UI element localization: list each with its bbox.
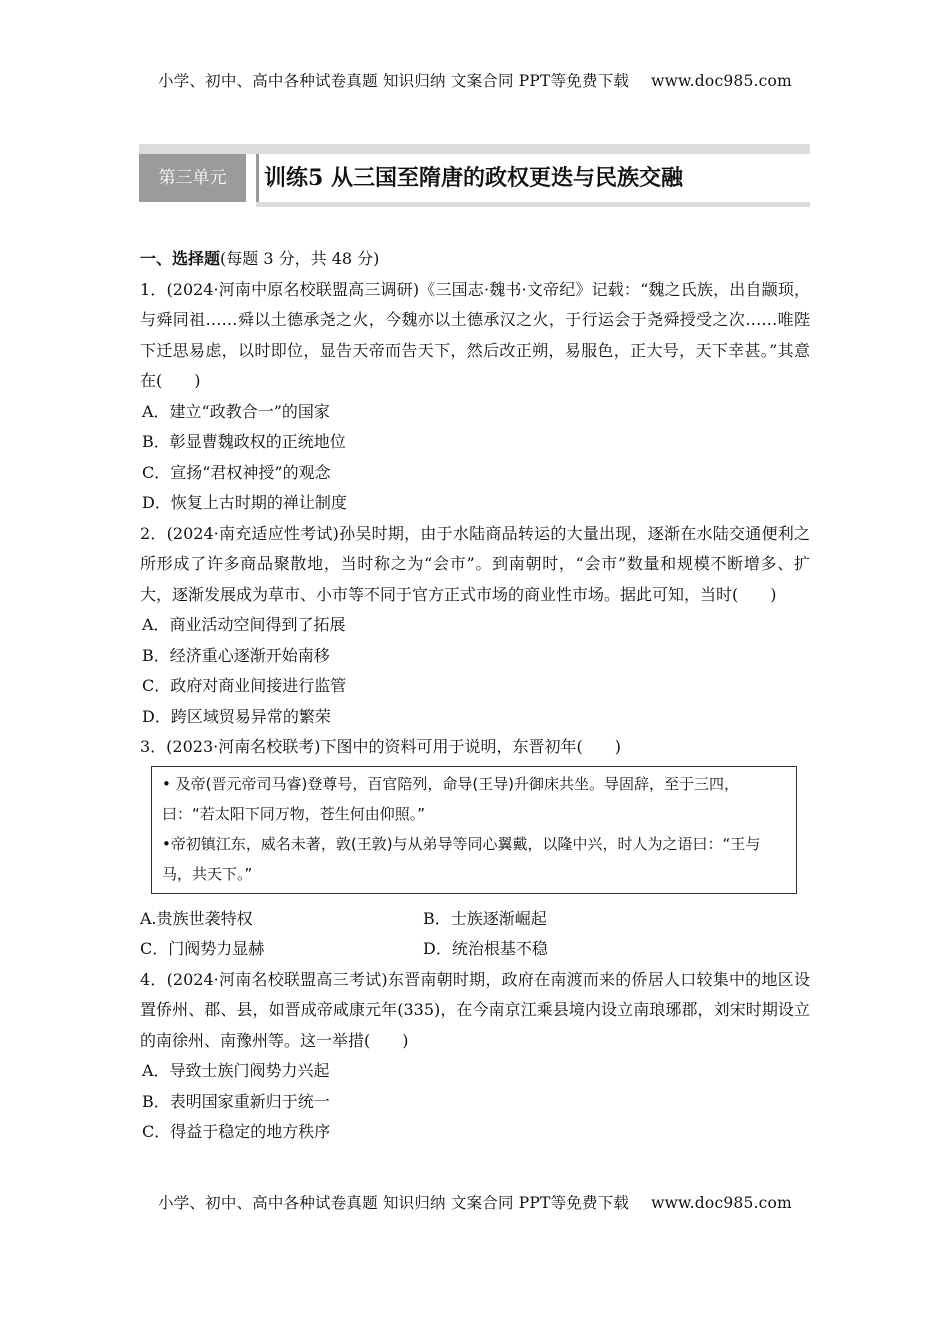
banner-bottom-bar: [256, 202, 810, 207]
options-row-1: [140, 904, 810, 935]
option-c[interactable]: C．得益于稳定的地方秩序: [142, 1122, 331, 1141]
question-content: [140, 244, 810, 1148]
question-4-stem: 4．(2024·河南名校联盟高三考试)东晋南朝时期，政府在南渡而来的侨居人口较集中的地区设置侨州、郡、县，如晋成帝咸康元年(335)，在今南京江乘县境内设立南琅琊郡，刘宋时期设立的南徐州、南豫州等。这一举措( ): [140, 969, 810, 1050]
quote-line-2: •帝初镇江东，威名未著，敦(王敦)与从弟导等同心翼戴，以隆中兴，时人为之语曰：“王与马，共天下。”: [162, 834, 761, 883]
option-c[interactable]: C．宣扬“君权神授”的观念: [142, 462, 331, 482]
option-c[interactable]: C．政府对商业间接进行监管: [142, 676, 347, 695]
header-site-link[interactable]: www.doc985.com: [651, 72, 792, 90]
option-d[interactable]: D．统治根基不稳: [423, 939, 548, 958]
option-b[interactable]: B．士族逐渐崛起: [423, 908, 547, 928]
unit-label: 第三单元: [139, 154, 246, 202]
option-a[interactable]: A．商业活动空间得到了拓展: [142, 615, 346, 634]
option-d[interactable]: D．恢复上古时期的禅让制度: [142, 493, 347, 512]
banner-top-bar: [139, 144, 810, 154]
option-a[interactable]: A．建立“政教合一”的国家: [142, 401, 330, 421]
page-footer: [0, 1191, 950, 1213]
header-text: 小学、初中、高中各种试卷真题 知识归纳 文案合同 PPT等免费下载: [158, 72, 630, 90]
question-1: [140, 275, 810, 519]
question-2: [140, 519, 810, 733]
source-quote-box: [151, 766, 797, 894]
option-b[interactable]: B．经济重心逐渐开始南移: [142, 645, 330, 665]
options-row-2: [140, 934, 810, 965]
page-title: 训练5 从三国至隋唐的政权更迭与民族交融: [264, 165, 683, 191]
page-header: [0, 69, 950, 91]
section-title: 一、选择题: [140, 249, 221, 268]
question-3: [140, 732, 810, 965]
question-2-stem: 2．(2024·南充适应性考试)孙吴时期，由于水陆商品转运的大量出现，逐渐在水陆交通便利之所形成了许多商品聚散地，当时称之为“会市”。到南朝时，“会市”数量和规模不断增多、扩大，逐渐发展成为草市、小市等不同于官方正式市场的商业性市场。据此可知，当时( ): [140, 523, 810, 604]
option-a[interactable]: A．导致士族门阀势力兴起: [142, 1061, 330, 1080]
option-c[interactable]: C．门阀势力显赫: [140, 939, 265, 958]
question-1-stem: 1．(2024·河南中原名校联盟高三调研)《三国志·魏书·文帝纪》记载：“魏之氏族，出自颛顼，与舜同祖……舜以土德承尧之火，今魏亦以土德承汉之火，于行运会于尧舜授受之次……唯陛下迁思易虑，以时即位，显告天帝而告天下，然后改正朔，易服色，正大号，天下幸甚。”其意在( ): [140, 279, 810, 390]
option-a[interactable]: A.贵族世袭特权: [140, 908, 253, 928]
question-3-stem: 3．(2023·河南名校联考)下图中的资料可用于说明，东晋初年( ): [140, 737, 621, 756]
option-d[interactable]: D．跨区域贸易异常的繁荣: [142, 706, 331, 726]
unit-banner: [139, 144, 810, 212]
option-b[interactable]: B．彰显曹魏政权的正统地位: [142, 432, 346, 451]
footer-site-link[interactable]: www.doc985.com: [651, 1194, 792, 1212]
option-b[interactable]: B．表明国家重新归于统一: [142, 1091, 330, 1111]
section-note: (每题 3 分，共 48 分): [220, 249, 380, 268]
section-heading: [140, 244, 810, 275]
question-4: [140, 965, 810, 1148]
footer-text: 小学、初中、高中各种试卷真题 知识归纳 文案合同 PPT等免费下载: [158, 1194, 630, 1212]
quote-line-1: • 及帝(晋元帝司马睿)登尊号，百官陪列，命导(王导)升御床共坐。导固辞，至于三四，曰：“若太阳下同万物，苍生何由仰照。”: [162, 774, 740, 823]
